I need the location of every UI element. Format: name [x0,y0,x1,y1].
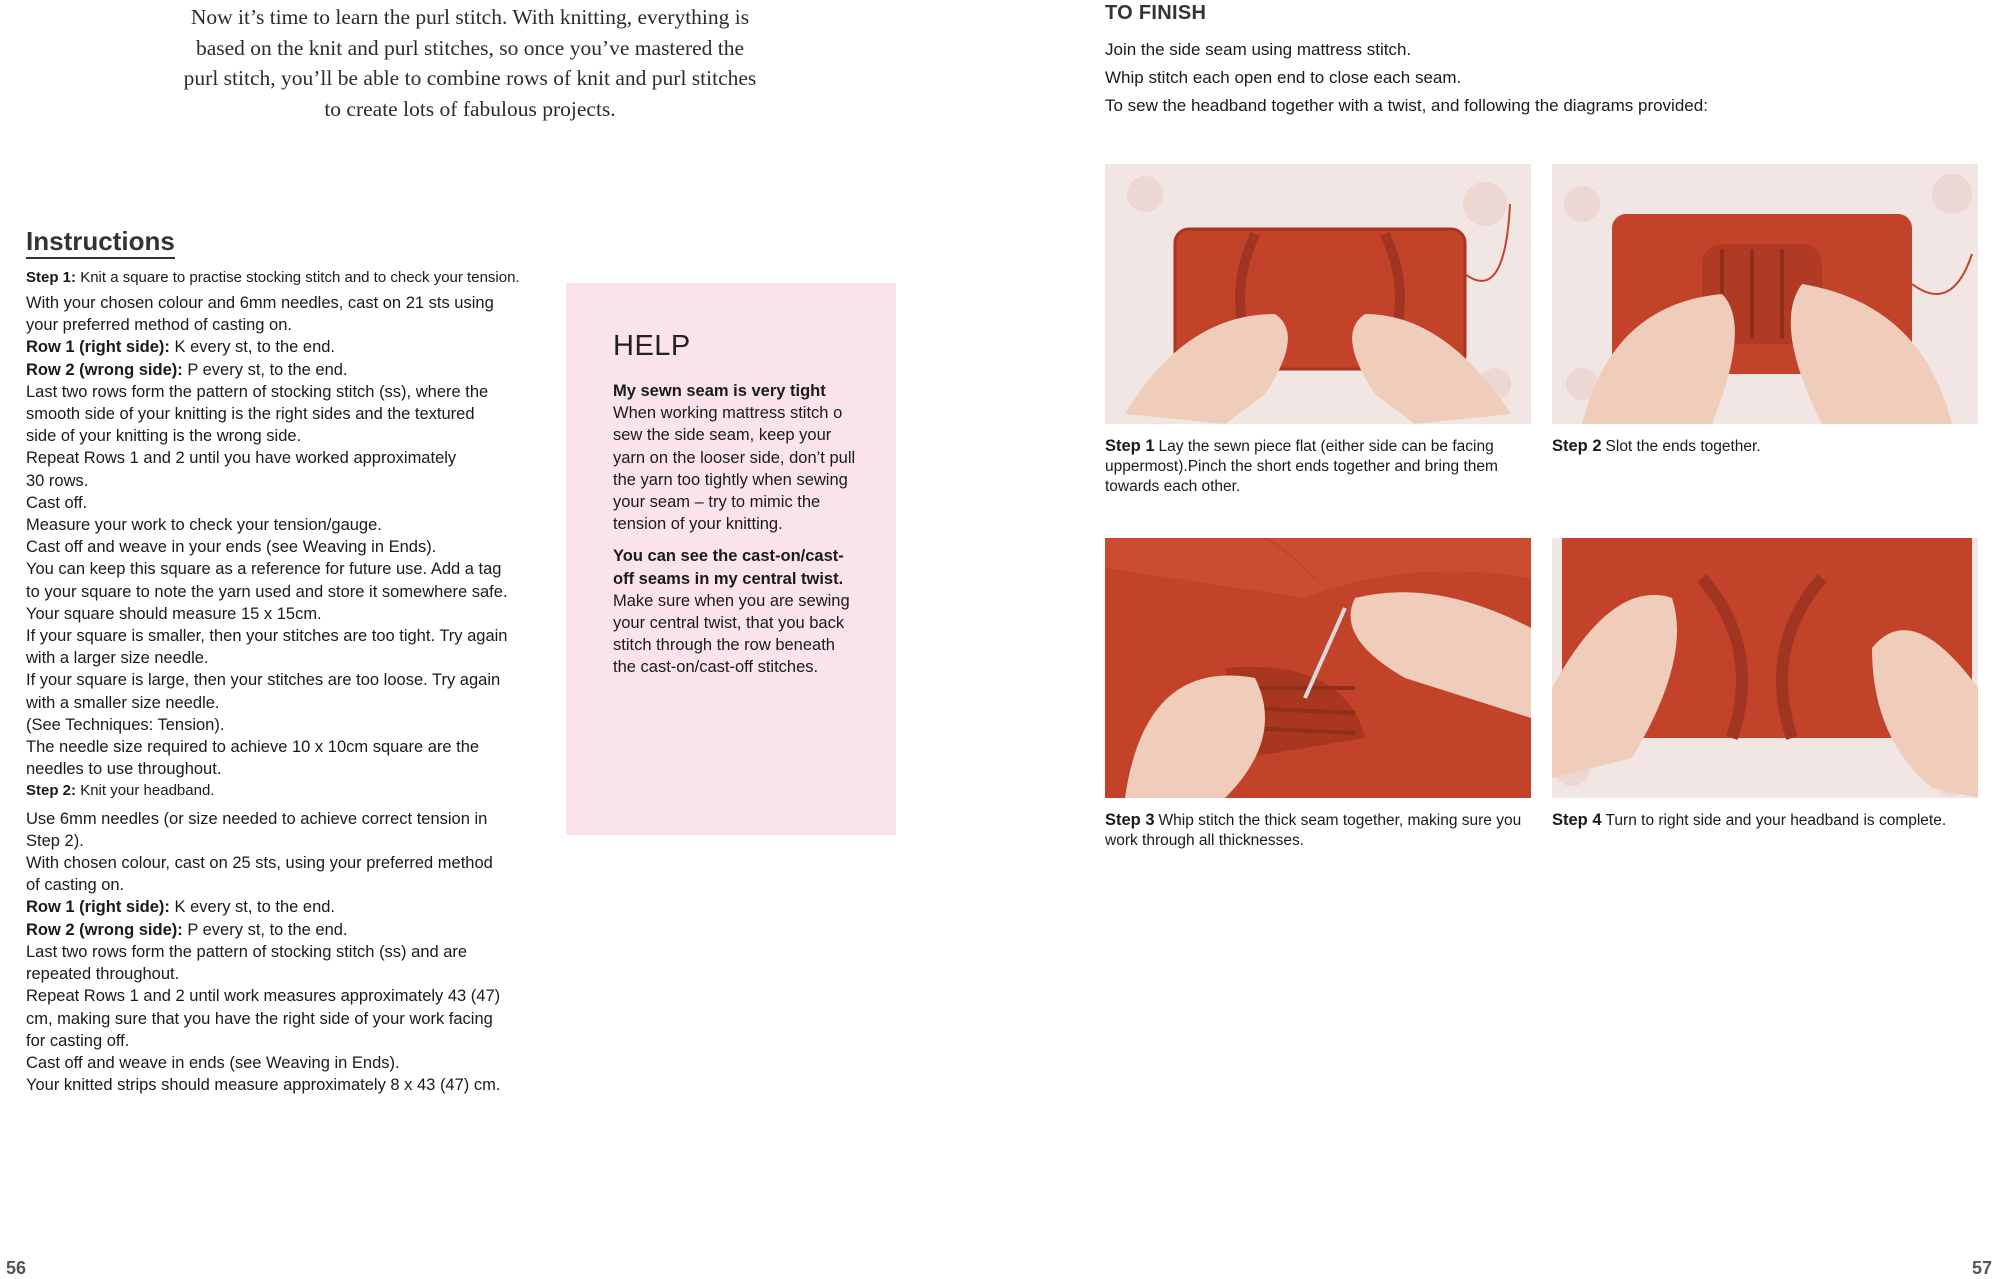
row1b-line [26,896,526,918]
row2b-label: Row 2 (wrong side): [26,920,183,939]
step1-caption-text: Lay the sewn piece flat (either side can be facing uppermost).Pinch the short ends together and bring them towards each other. [1105,438,1498,495]
step2-caption-text: Slot the ends together. [1605,438,1761,455]
instr-line: Measure your work to check your tension/gauge. [26,516,382,535]
row2b-line [26,919,526,941]
instr-line: of casting on. [26,876,125,895]
row1b-text: K every st, to the end. [174,898,336,917]
instructions-body [26,268,526,1096]
step4-caption-text: Turn to right side and your headband is complete. [1605,812,1947,829]
intro-line: based on the knit and purl stitches, so once you’ve mastered the [195,35,745,60]
intro-line: Now it’s time to learn the purl stitch. With knitting, everything is [190,5,750,29]
instr-line: The needle size required to achieve 10 x 10cm square are the [26,738,480,757]
intro-paragraph [150,2,790,124]
step1-text: Knit a square to practise stocking stitch and to check your tension. [80,269,520,286]
step2-label: Step 2: [26,782,77,800]
instr-line: Cast off and weave in your ends (see Weaving in Ends). [26,538,437,557]
step2-paragraph [26,780,526,802]
instr-line: Your square should measure 15 x 15cm. [26,604,322,623]
instr-line: Cast off. [26,493,88,512]
step4-photo [1552,538,1978,798]
instr-line: 30 rows. [26,471,89,490]
step2-photo [1552,164,1978,424]
step2-caption-label: Step 2 [1552,437,1602,455]
instr-line: You can keep this square as a reference for future use. Add a tag [26,560,502,579]
finish-line: Whip stitch each open end to close each seam. [1105,68,1462,87]
instr-line: Cast off and weave in ends (see Weaving in Ends). [26,1053,400,1072]
instr-line: Your knitted strips should measure approximately 8 x 43 (47) cm. [26,1076,501,1095]
instr-line: Use 6mm needles (or size needed to achieve correct tension in [26,809,488,828]
step1-caption-label: Step 1 [1105,437,1155,455]
instr-line: Last two rows form the pattern of stocking stitch (ss), where the [26,382,489,401]
instr-line: to your square to note the yarn used and store it somewhere safe. [26,582,508,601]
instr-line: side of your knitting is the wrong side. [26,427,302,446]
instr-line: Repeat Rows 1 and 2 until you have worked approximately [26,449,457,468]
instr-line: With your chosen colour and 6mm needles, cast on 21 sts using [26,294,494,312]
page-number-right: 57 [1972,1258,1993,1278]
instr-line: your preferred method of casting on. [26,316,292,335]
page-number-left: 56 [6,1258,27,1278]
step3-photo [1105,538,1531,798]
step2-caption [1552,436,1978,457]
instr-line: cm, making sure that you have the right side of your work facing [26,1009,493,1028]
instr-line: with a larger size needle. [26,649,209,668]
instr-line: with a smaller size needle. [26,693,220,712]
step3-caption-label: Step 3 [1105,811,1155,829]
intro-line: to create lots of fabulous projects. [324,96,616,121]
instr-line: Last two rows form the pattern of stocking stitch (ss) and are [26,942,468,961]
instr-line: With chosen colour, cast on 25 sts, using your preferred method [26,854,493,873]
step4-caption [1552,810,1992,831]
row2-text: P every st, to the end. [187,360,348,379]
instr-line: smooth side of your knitting is the right sides and the textured [26,405,475,424]
step1-caption [1105,436,1525,497]
row1-line [26,336,526,358]
row2b-text: P every st, to the end. [187,920,348,939]
step4-caption-label: Step 4 [1552,811,1602,829]
instr-line: Step 2). [26,831,84,850]
help-body [613,380,858,679]
help-answer-1: When working mattress stitch o sew the side seam, keep your yarn on the looser side, don’t pull the yarn too tightly when sewing your seam – try to mimic the tension of your knitting. [613,404,856,534]
help-answer-2: Make sure when you are sewing your central twist, that you back stitch through the row beneath the cast-on/cast-off stitches. [613,591,850,677]
instr-line: If your square is smaller, then your stitches are too tight. Try again [26,627,508,646]
row2-line [26,359,526,381]
instr-line: Repeat Rows 1 and 2 until work measures approximately 43 (47) [26,987,501,1006]
row1-text: K every st, to the end. [174,338,336,357]
finish-line: To sew the headband together with a twist, and following the diagrams provided: [1105,96,1708,115]
step3-caption-text: Whip stitch the thick seam together, making sure you work through all thicknesses. [1105,812,1522,849]
instr-line: for casting off. [26,1031,130,1050]
help-question-1: My sewn seam is very tight [613,382,826,400]
intro-line: purl stitch, you’ll be able to combine rows of knit and purl stitches [183,66,757,90]
finish-instructions [1105,36,1925,120]
row1-label: Row 1 (right side): [26,338,170,357]
instr-line: needles to use throughout. [26,760,222,779]
row1b-label: Row 1 (right side): [26,898,170,917]
instr-line: (See Techniques: Tension). [26,715,225,734]
step1-photo [1105,164,1531,424]
step1-paragraph [26,268,526,287]
instr-line: repeated throughout. [26,965,180,984]
finish-title: TO FINISH [1105,2,1207,24]
instructions-heading: Instructions [26,226,175,259]
instr-line: If your square is large, then your stitches are too loose. Try again [26,671,501,690]
step1-label: Step 1: [26,269,77,286]
finish-line: Join the side seam using mattress stitch. [1105,40,1412,59]
row2-label: Row 2 (wrong side): [26,360,183,379]
help-title: HELP [613,330,691,362]
step2-text: Knit your headband. [80,782,215,800]
step3-caption [1105,810,1535,851]
help-question-2: You can see the cast-on/cast-off seams in my central twist. [613,547,844,588]
